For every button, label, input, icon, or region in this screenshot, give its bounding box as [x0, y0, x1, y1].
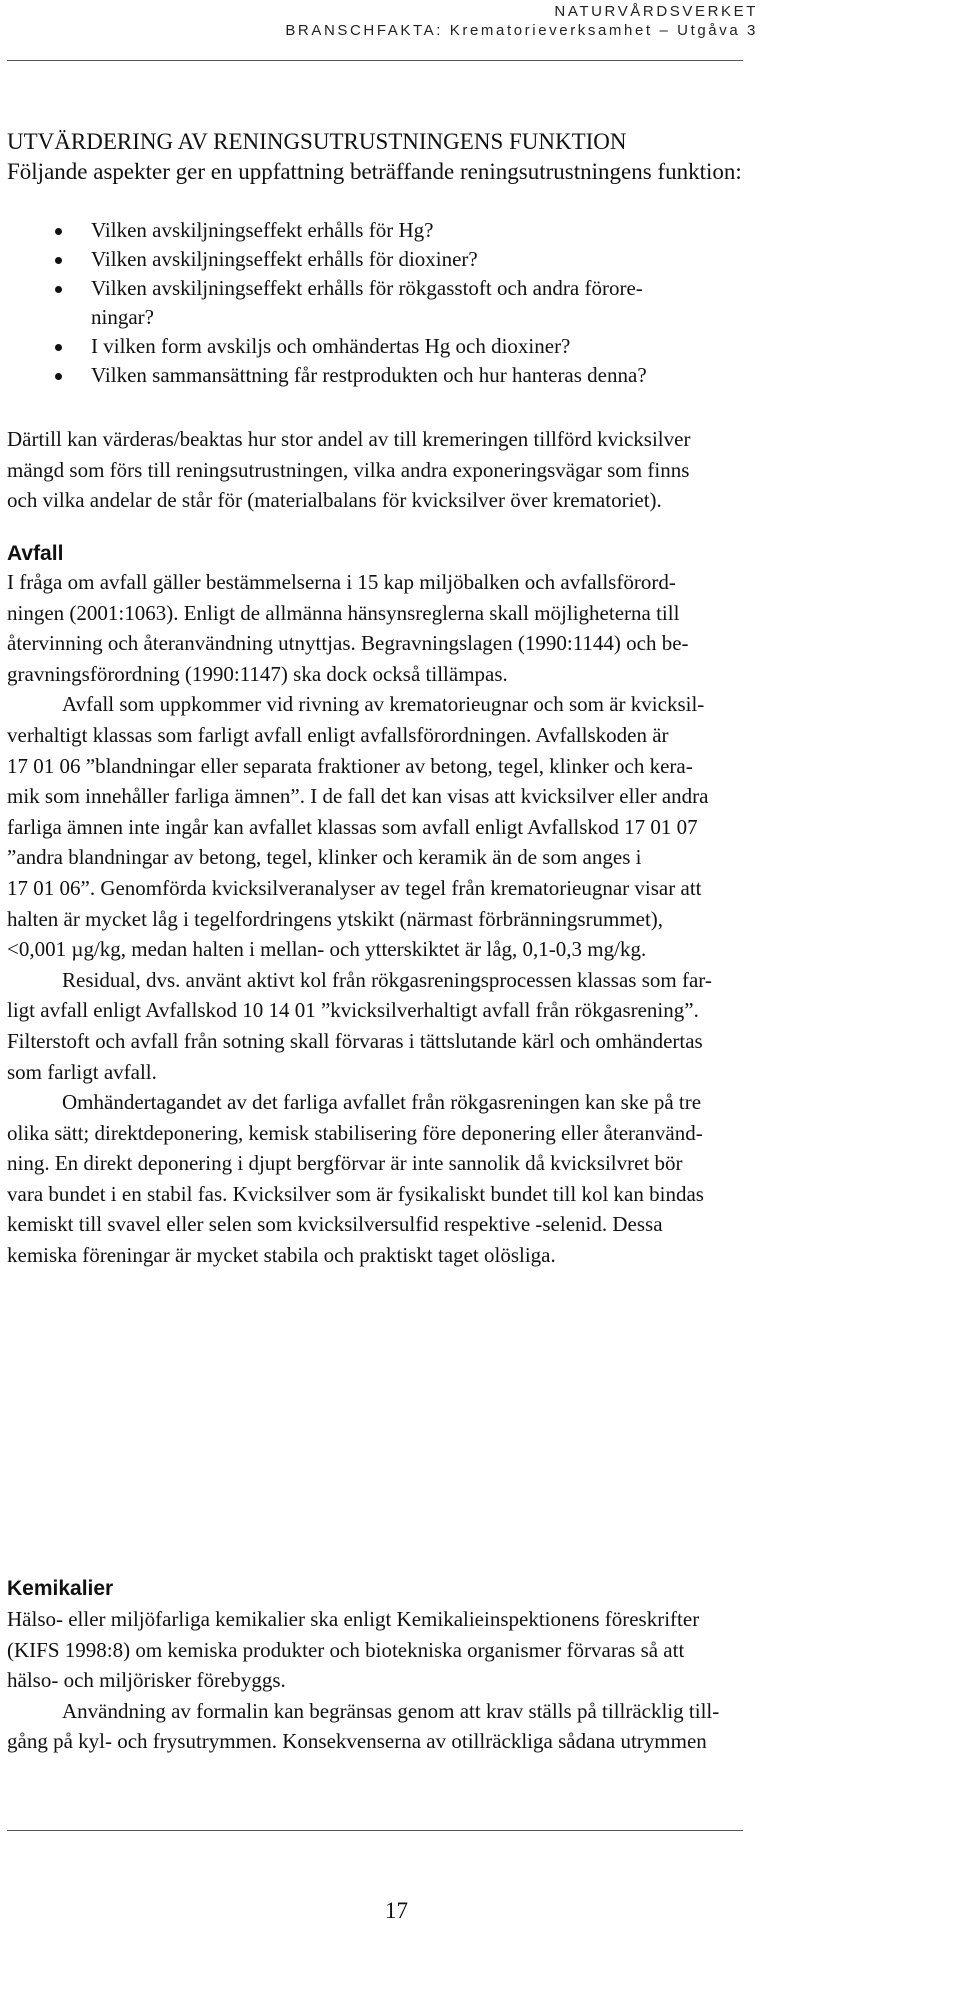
running-header — [285, 2, 758, 40]
paragraph-line: Filterstoft och avfall från sotning skall förvaras i tättslutande kärl och omhändertas — [7, 1028, 703, 1053]
list-item — [0, 245, 760, 274]
bullet-icon — [55, 228, 62, 235]
paragraph-line: ningen (2001:1063). Enligt de allmänna hänsynsreglerna skall möjligheterna till — [7, 600, 680, 625]
list-item — [0, 216, 760, 245]
page-number: 17 — [385, 1898, 408, 1923]
paragraph-line: Avfall som uppkommer vid rivning av krematorieugnar och som är kvicksil- — [62, 692, 705, 717]
paragraph-line: olika sätt; direktdeponering, kemisk stabilisering före deponering eller återanvänd- — [7, 1120, 703, 1145]
paragraph-line: gång på kyl- och frysutrymmen. Konsekvenserna av otillräckliga sådana utrymmen — [7, 1729, 707, 1754]
paragraph-line: ning. En direkt deponering i djupt bergförvar är inte sannolik då kvicksilvret bör — [7, 1151, 683, 1176]
list-item — [0, 332, 760, 361]
bullet-icon — [55, 344, 62, 351]
paragraph-line: Omhändertagandet av det farliga avfallet från rökgasreningen kan ske på tre — [62, 1090, 702, 1115]
section-title: UTVÄRDERING AV RENINGSUTRUSTNINGENS FUNKTION — [7, 129, 627, 154]
paragraph-line: gravningsförordning (1990:1147) ska dock också tillämpas. — [7, 661, 508, 686]
header-organization: NATURVÅRDSVERKET — [554, 3, 758, 20]
paragraph-line: ligt avfall enligt Avfallskod 10 14 01 ”kvicksilverhaltigt avfall från rökgasrening”. — [7, 998, 699, 1023]
list-item-text: Vilken avskiljningseffekt erhålls för rökgasstoft och andra förore- — [91, 276, 643, 300]
list-item-text: Vilken avskiljningseffekt erhålls för Hg? — [91, 218, 434, 242]
heading-avfall: Avfall — [7, 542, 64, 565]
paragraph-line: mik som innehåller farliga ämnen”. I de fall det kan visas att kvicksilver eller andra — [7, 784, 709, 809]
header-subtitle: BRANSCHFAKTA: Krematorieverksamhet – Utgåva 3 — [285, 22, 758, 39]
paragraph-line: kemiskt till svavel eller selen som kvicksilversulfid respektive -selenid. Dessa — [7, 1212, 663, 1237]
list-item-text: I vilken form avskiljs och omhändertas Hg och dioxiner? — [91, 334, 571, 358]
paragraph-line: Hälso- eller miljöfarliga kemikalier ska enligt Kemikalieinspektionens föreskrifter — [7, 1607, 700, 1631]
paragraph-line: Användning av formalin kan begränsas genom att krav ställs på tillräcklig till- — [62, 1698, 720, 1723]
paragraph-line: ”andra blandningar av betong, tegel, klinker och keramik än de som anges i — [7, 845, 642, 870]
paragraph-line: 17 01 06 ”blandningar eller separata fraktioner av betong, tegel, klinker och kera- — [7, 753, 693, 778]
paragraph-line: återvinning och återanvändning utnyttjas. Begravningslagen (1990:1144) och be- — [7, 631, 689, 656]
list-item-text: Vilken avskiljningseffekt erhålls för dioxiner? — [91, 247, 478, 271]
avfall-text — [7, 567, 743, 1271]
paragraph-line: kemiska föreningar är mycket stabila och praktiskt taget olösliga. — [7, 1243, 556, 1268]
bullet-icon — [55, 257, 62, 264]
paragraph-line: mängd som förs till reningsutrustningen, vilka andra exponeringsvägar som finns — [7, 457, 690, 482]
list-item-text: ningar? — [91, 305, 154, 329]
paragraph-line: som farligt avfall. — [7, 1059, 157, 1084]
intro-paragraph — [7, 424, 743, 516]
section-intro: Följande aspekter ger en uppfattning beträffande reningsutrustningens funktion: — [7, 159, 742, 184]
paragraph-line: halten är mycket låg i tegelfordringens ytskikt (närmast förbränningsrummet), — [7, 906, 664, 931]
paragraph-line: farliga ämnen inte ingår kan avfallet klassas som avfall enligt Avfallskod 17 01 07 — [7, 814, 698, 839]
bullet-icon — [55, 373, 62, 380]
paragraph-line: <0,001 µg/kg, medan halten i mellan- och ytterskiktet är låg, 0,1-0,3 mg/kg. — [7, 937, 647, 962]
paragraph-line: hälso- och miljörisker förebyggs. — [7, 1668, 286, 1693]
paragraph-line: och vilka andelar de står för (materialbalans för kvicksilver över krematoriet). — [7, 488, 662, 513]
kemikalier-text — [7, 1604, 743, 1757]
list-item-text: Vilken sammansättning får restprodukten och hur hanteras denna? — [91, 363, 647, 387]
footer-divider — [7, 1830, 743, 1831]
paragraph-line: Residual, dvs. använt aktivt kol från rökgasreningsprocessen klassas som far- — [62, 967, 712, 992]
paragraph-line: 17 01 06”. Genomförda kvicksilveranalyser av tegel från krematorieugnar visar att — [7, 875, 702, 900]
header-divider — [7, 60, 743, 61]
paragraph-line: vara bundet i en stabil fas. Kvicksilver som är fysikaliskt bundet till kol kan bindas — [7, 1181, 704, 1206]
list-item — [0, 361, 760, 390]
paragraph-line: (KIFS 1998:8) om kemiska produkter och biotekniska organismer förvaras så att — [7, 1637, 685, 1662]
heading-kemikalier: Kemikalier — [7, 1577, 114, 1600]
list-item — [0, 274, 760, 303]
aspect-list — [0, 216, 760, 390]
bullet-icon — [55, 286, 62, 293]
paragraph-line: I fråga om avfall gäller bestämmelserna i 15 kap miljöbalken och avfallsförord- — [7, 570, 676, 594]
list-item-continuation — [0, 303, 760, 332]
paragraph-line: verhaltigt klassas som farligt avfall enligt avfallsförordningen. Avfallskoden är — [7, 722, 669, 747]
paragraph-line: Därtill kan värderas/beaktas hur stor andel av till kremeringen tillförd kvicksilver — [7, 427, 691, 451]
